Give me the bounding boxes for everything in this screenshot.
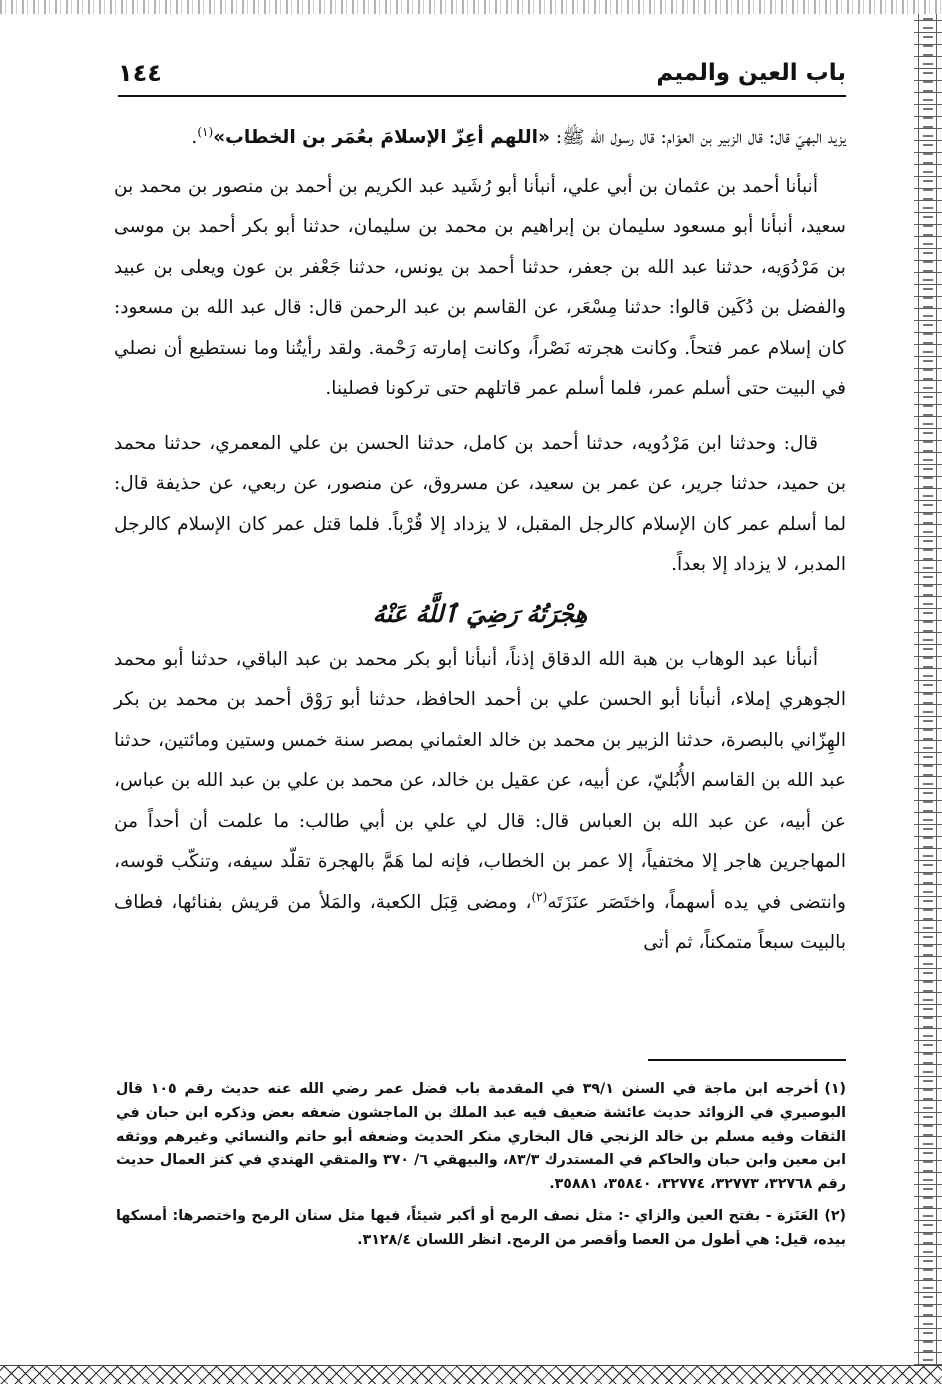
footnote-divider [648,1059,846,1061]
paragraph-lead: يزيد البهيّ قال: قال الزبير بن العوّام: قال رسول الله ﷺ: [550,127,846,148]
paragraph-hadith-1 [114,118,846,159]
section-heading: هِجْرَتُهُ رَضِيَ ٱللَّهُ عَنْهُ [372,599,588,628]
prophetic-quote: «اللهم أعِزّ الإسلامَ بعُمَر بن الخطاب» [213,127,550,148]
paragraph-hijra-tail: ، ومضى قِبَل الكعبة، والمَلأ من قريش بفنائها، فطاف بالبيت سبعاً متمكناً، ثم أتى [114,891,846,953]
chapter-title: باب العين والميم [656,60,846,86]
right-border-ornament [914,14,942,1366]
footnote-number: (٢) [824,1207,846,1224]
bottom-border-ornament [0,1365,942,1384]
footnote-ref-1[interactable]: (١) [197,124,214,139]
main-text [114,118,846,964]
page-number: ١٤٤ [118,59,162,87]
footnote-2 [116,1205,846,1253]
page-header [118,55,846,97]
paragraph-hadith-2: أنبأنا أحمد بن عثمان بن أبي علي، أنبأنا أبو رُشَيد عبد الكريم بن أحمد بن منصور بن محمد بن سعيد، أنبأنا أبو مسعود سليمان بن إبراهيم بن محمد بن سليمان، حدثنا أبو بكر أحمد بن موسى بن مَرْدُوَيه، حدثنا عبد الله بن جعفر، حدثنا أحمد بن يونس، حدثنا جَعْفر بن عون ويعلى بن عبيد والفضل بن دُكَين قالوا: حدثنا مِسْعَر، عن القاسم بن عبد الرحمن قال: قال عبد الله بن مسعود: كان إسلام عمر فتحاً. وكانت هجرته نَصْراً، وكانت إمارته رَحْمة. ولقد رأيتُنا وما نستطيع أن نصلي في البيت حتى أسلم عمر، فلما أسلم عمر قاتلهم حتى تركونا فصلينا. [114,175,846,399]
footnote-1 [116,1078,846,1197]
paragraph-hijra [114,640,846,964]
footnote-text: أخرجه ابن ماجة في السنن ٣٩/١ في المقدمة باب فضل عمر رضي الله عنه حديث رقم ١٠٥ قال البوصيري في الزوائد حديث عائشة ضعيف فيه عبد الملك بن الماجشون ضعفه بعض وذكره ابن حبان في الثقات وفيه مسلم بن خالد الزنجي قال البخاري منكر الحديث وضعفه أبو حاتم والنسائي وغيرهم ووثقه ابن معين وابن حبان والحاكم في المستدرك ٨٣/٣، والبيهقي ٦/ ٣٧٠ والمتقي الهندي في كنز العمال حديث رقم ٣٢٧٦٨، ٣٢٧٧٣، ٣٢٧٧٤، ٣٥٨٤٠، ٣٥٨٨١. [116,1081,847,1193]
footnote-number: (١) [824,1081,846,1097]
footnotes [116,1078,846,1261]
paragraph-hadith-3: قال: وحدثنا ابن مَرْدُويه، حدثنا أحمد بن كامل، حدثنا الحسن بن علي المعمري، حدثنا محمد بن حميد، حدثنا جرير، عن عمر بن سعيد، عن مسروق، عن منصور، عن ربعي، عن حذيفة قال: لما أسلم عمر كان الإسلام كالرجل المقبل، لا يزداد إلا قُرْباً. فلما قتل عمر كان الإسلام كالرجل المدبر، لا يزداد إلا بعداً. [114,432,846,575]
paragraph-hijra-text: أنبأنا عبد الوهاب بن هبة الله الدقاق إذناً، أنبأنا أبو بكر محمد بن عبد الباقي، حدثنا أبو محمد الجوهري إملاء، أنبأنا أبو الحسن علي بن أحمد الحافظ، حدثنا أبو رَوْق أحمد بن محمد بن بكر الهِزّاني بالبصرة، حدثنا الزبير بن محمد بن خالد العثماني بمصر سنة خمس وستين ومائتين، حدثنا عبد الله بن القاسم الأُبُليّ، عن أبيه، عن عقيل بن خالد، عن محمد بن علي بن عبد الله بن عباس، عن أبيه، عن عبد الله بن العباس قال: قال لي علي بن أبي طالب: ما علمت أن أحداً من المهاجرين هاجر إلا مختفياً، إلا عمر بن الخطاب، فإنه لما هَمَّ بالهجرة تقلّد سيفه، وتنكّب قوسه، وانتضى في يده أسهماً، واختَصَر عنَزَتَه [114,648,846,913]
top-border-ornament [0,0,942,14]
footnote-text: العَنَزة - بفتح العين والزاي -: مثل نصف الرمح أو أكبر شيئاً، فيها مثل سنان الرمح واختصرها: أمسكها بيده، قيل: هي أطول من العصا وأقصر من الرمح. انظر اللسان ٣١٢٨/٤. [116,1207,846,1248]
paragraph-tail: . [191,127,198,148]
footnote-ref-2[interactable]: (٢) [531,889,548,904]
